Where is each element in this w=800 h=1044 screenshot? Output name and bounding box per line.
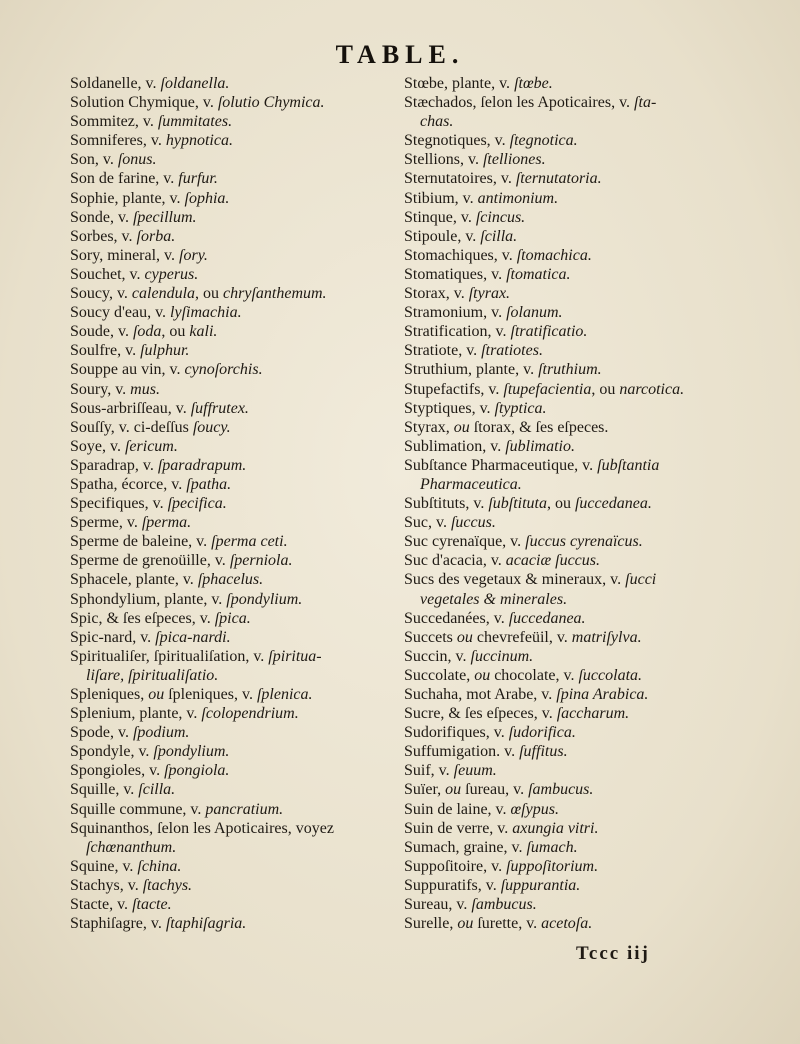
index-entry xyxy=(70,322,400,341)
index-entry xyxy=(70,246,400,265)
entry-text: Succedanées, v. xyxy=(404,609,509,627)
entry-text: Surelle, xyxy=(404,915,458,933)
entry-reference: ſuccus cyrenaïcus. xyxy=(525,533,643,551)
index-entry xyxy=(70,914,400,933)
entry-text: Sperme, v. xyxy=(70,514,142,532)
entry-reference: ſuppoſitorium. xyxy=(506,857,599,875)
index-entry xyxy=(404,780,774,799)
entry-text: Stomatiques, v. xyxy=(404,265,507,283)
entry-text: Soude, v. xyxy=(70,323,133,341)
entry-text: Suchaha, mot Arabe, v. xyxy=(404,686,557,703)
entry-reference: ſorba. xyxy=(136,227,176,245)
index-entry xyxy=(404,609,774,628)
index-entry xyxy=(404,570,774,608)
entry-reference: narcotica. xyxy=(619,380,685,398)
entry-reference: ſperniola. xyxy=(229,552,293,570)
entry-text: Subſtance Pharmaceutique, v. xyxy=(404,456,598,474)
index-entry xyxy=(404,399,774,418)
entry-text: Succin, v. xyxy=(404,647,471,665)
entry-reference: ſtacte. xyxy=(132,896,172,914)
index-entry xyxy=(70,590,400,609)
entry-text: Sucs des vegetaux & mineraux, v. xyxy=(404,571,626,589)
entry-reference: axungia vitri. xyxy=(512,819,599,837)
entry-reference: acetoſa. xyxy=(541,915,593,933)
entry-reference: kali. xyxy=(189,323,218,341)
entry-reference: ſta- xyxy=(634,94,657,112)
index-entry xyxy=(404,551,774,570)
index-entry xyxy=(404,341,774,360)
index-entry xyxy=(70,341,400,360)
entry-reference: ſaccharum. xyxy=(556,705,630,723)
entry-text: ſureau, v. xyxy=(461,781,529,799)
index-entry xyxy=(70,704,400,723)
entry-text: Spic-nard, v. xyxy=(70,628,156,646)
entry-reference: ſcilla. xyxy=(138,781,176,799)
entry-text: Stellions, v. xyxy=(404,151,483,169)
entry-text: Staphiſagre, v. xyxy=(70,915,166,933)
entry-text: Soye, v. xyxy=(70,437,125,455)
index-entry xyxy=(70,532,400,551)
entry-reference: ſambucus. xyxy=(528,781,594,799)
entry-reference: ſtupefacientia xyxy=(503,380,592,398)
entry-text: Spatha, écorce, v. xyxy=(70,475,187,493)
entry-text: Sorbes, v. xyxy=(70,227,137,245)
entry-continuation: Pharmaceutica. xyxy=(420,475,522,493)
index-entry xyxy=(404,532,774,551)
index-entry xyxy=(70,284,400,303)
entry-text: Squinanthos, ſelon les Apoticaires, voyez xyxy=(70,819,334,837)
entry-reference: ſuccedanea. xyxy=(508,609,586,627)
entry-reference: ſtomatica. xyxy=(506,265,571,283)
entry-text: Stupefactifs, v. xyxy=(404,380,504,398)
entry-text: Sparadrap, v. xyxy=(70,456,158,474)
index-entry xyxy=(70,761,400,780)
entry-text: Stibium, v. xyxy=(404,189,478,207)
entry-text: ſtorax, & ſes eſpeces. xyxy=(469,418,609,436)
entry-text: Suc, v. xyxy=(404,514,451,532)
entry-text: , ou xyxy=(591,380,620,398)
index-entry xyxy=(70,494,400,513)
entry-text: chevrefeüil, v. xyxy=(472,628,572,646)
index-entry xyxy=(70,742,400,761)
entry-reference: ſpina Arabica. xyxy=(556,686,649,703)
index-entry xyxy=(404,380,774,399)
entry-reference: ſtyptica. xyxy=(494,399,547,417)
index-entry xyxy=(404,418,774,437)
index-entry xyxy=(70,513,400,532)
entry-text: chocolate, v. xyxy=(490,666,579,684)
entry-reference: ou xyxy=(445,781,462,799)
index-entry xyxy=(70,456,400,475)
index-entry xyxy=(404,800,774,819)
entry-continuation: ſchœnanthum. xyxy=(86,838,177,856)
entry-text: Souſſy, v. ci-deſſus xyxy=(70,418,193,436)
entry-text: Succolate, xyxy=(404,666,475,684)
entry-reference: ſpondylium. xyxy=(153,743,230,761)
entry-text: Styptiques, v. xyxy=(404,399,495,417)
index-entry xyxy=(70,380,400,399)
index-entry xyxy=(70,819,400,857)
entry-reference: furfur. xyxy=(178,170,218,188)
index-entry xyxy=(70,399,400,418)
index-entry xyxy=(404,93,774,131)
entry-reference: ſcincus. xyxy=(475,208,526,226)
entry-reference: ſpatha. xyxy=(186,475,232,493)
index-entry xyxy=(404,437,774,456)
entry-text: Spondyle, v. xyxy=(70,743,154,761)
index-entry xyxy=(70,131,400,150)
entry-reference: ſtelliones. xyxy=(482,151,546,169)
entry-text: Spongioles, v. xyxy=(70,762,165,780)
entry-text: Stœbe, plante, v. xyxy=(404,75,515,92)
entry-text: Sperme de grenoüille, v. xyxy=(70,552,230,570)
index-entry xyxy=(404,494,774,513)
entry-reference: ſpiritua- xyxy=(268,647,322,665)
index-entry xyxy=(404,284,774,303)
index-entry xyxy=(70,876,400,895)
entry-reference: ou xyxy=(474,666,491,684)
entry-reference: ſeuum. xyxy=(453,762,497,780)
entry-text: Solution Chymique, v. xyxy=(70,94,218,112)
entry-reference: ſummitates. xyxy=(157,113,233,131)
entry-text: Suppoſitoire, v. xyxy=(404,857,507,875)
entry-reference: ſubſtituta xyxy=(488,495,547,513)
index-entry xyxy=(404,742,774,761)
index-entry xyxy=(70,265,400,284)
index-entry xyxy=(70,857,400,876)
entry-reference: ſternutatoria. xyxy=(515,170,602,188)
entry-reference: ſuffitus. xyxy=(519,743,568,761)
entry-text: Stratification, v. xyxy=(404,323,511,341)
entry-text: Squine, v. xyxy=(70,857,138,875)
index-entry xyxy=(404,189,774,208)
entry-text: Sucre, & ſes eſpeces, v. xyxy=(404,705,557,723)
entry-text: Sperme de baleine, v. xyxy=(70,533,212,551)
index-entry xyxy=(404,876,774,895)
entry-reference: ſolutio Chymica. xyxy=(217,94,325,112)
entry-reference: ſophia. xyxy=(184,189,230,207)
entry-text: Splenium, plante, v. xyxy=(70,705,202,723)
entry-reference: ſumach. xyxy=(526,838,578,856)
entry-reference: ſchina. xyxy=(137,857,182,875)
index-entry xyxy=(404,227,774,246)
index-entry xyxy=(404,819,774,838)
entry-reference: ſtachys. xyxy=(142,876,193,894)
entry-text: Spiritualiſer, ſpiritualiſation, v. xyxy=(70,647,269,665)
entry-text: Stratiote, v. xyxy=(404,342,482,360)
entry-text: Subſtituts, v. xyxy=(404,495,489,513)
entry-text: Suïer, xyxy=(404,781,446,799)
entry-text: ſpleniques, v. xyxy=(164,686,257,703)
entry-text: , ou xyxy=(546,495,575,513)
index-entry xyxy=(70,74,400,93)
entry-text: Stegnotiques, v. xyxy=(404,132,510,150)
index-entry xyxy=(70,609,400,628)
entry-reference: ſplenica. xyxy=(256,686,313,703)
entry-text: Suc cyrenaïque, v. xyxy=(404,533,526,551)
entry-reference: œſypus. xyxy=(510,800,559,818)
entry-reference: ſpecifica. xyxy=(167,495,227,513)
entry-reference: ſuccinum. xyxy=(470,647,534,665)
index-entry xyxy=(70,150,400,169)
entry-reference: ſtratiotes. xyxy=(481,342,543,360)
index-entry xyxy=(70,780,400,799)
entry-text: Stomachiques, v. xyxy=(404,246,517,264)
index-entry xyxy=(404,74,774,93)
entry-reference: ſperma ceti. xyxy=(211,533,288,551)
entry-text: Specifiques, v. xyxy=(70,495,168,513)
index-entry xyxy=(404,513,774,532)
index-entry xyxy=(70,895,400,914)
entry-text: Sudorifiques, v. xyxy=(404,724,509,742)
entry-text: Stachys, v. xyxy=(70,876,143,894)
entry-text: Sonde, v. xyxy=(70,208,133,226)
entry-text: Sophie, plante, v. xyxy=(70,189,185,207)
entry-text: Suppuratifs, v. xyxy=(404,876,501,894)
entry-text: ſurette, v. xyxy=(473,915,542,933)
entry-reference: ou xyxy=(457,915,474,933)
index-entry xyxy=(70,551,400,570)
entry-text: Souchet, v. xyxy=(70,265,145,283)
entry-reference: ſpondylium. xyxy=(226,590,303,608)
entry-text: Soucy, v. xyxy=(70,285,132,303)
entry-text: Soldanelle, v. xyxy=(70,75,161,92)
index-entry xyxy=(404,895,774,914)
entry-reference: ſtœbe. xyxy=(514,75,553,92)
index-entry xyxy=(404,208,774,227)
entry-continuation: liſare, ſpiritualiſatio. xyxy=(86,666,219,684)
index-entry xyxy=(404,647,774,666)
index-entry xyxy=(404,150,774,169)
entry-reference: ſericum. xyxy=(124,437,178,455)
entry-reference: acaciæ ſuccus. xyxy=(505,552,600,570)
entry-reference: ſcilla. xyxy=(480,227,518,245)
entry-reference: chryſanthemum. xyxy=(223,285,327,303)
entry-reference: hypnotica. xyxy=(165,132,233,150)
index-entry xyxy=(404,628,774,647)
entry-reference: calendula xyxy=(131,285,196,303)
entry-reference: ſuffrutex. xyxy=(190,399,249,417)
index-entry xyxy=(404,685,774,704)
entry-reference: ſolanum. xyxy=(506,304,563,322)
entry-text: Son, v. xyxy=(70,151,118,169)
entry-text: Suin de verre, v. xyxy=(404,819,513,837)
entry-reference: ſpecillum. xyxy=(132,208,197,226)
entry-text: Soulfre, v. xyxy=(70,342,141,360)
index-entry xyxy=(404,914,774,933)
entry-reference: ſtomachica. xyxy=(516,246,592,264)
index-entry xyxy=(70,208,400,227)
entry-text: Somniferes, v. xyxy=(70,132,166,150)
entry-reference: ſtaphiſagria. xyxy=(165,915,247,933)
entry-text: Stacte, v. xyxy=(70,896,133,914)
entry-reference: ſtyrax. xyxy=(468,285,511,303)
entry-text: Stramonium, v. xyxy=(404,304,507,322)
entry-text: , ou xyxy=(161,323,190,341)
index-entry xyxy=(70,227,400,246)
entry-text: Squille, v. xyxy=(70,781,139,799)
entry-reference: ſpica-nardi. xyxy=(155,628,231,646)
entry-text: Sternutatoires, v. xyxy=(404,170,516,188)
entry-reference: ou xyxy=(453,418,470,436)
entry-reference: ſoldanella. xyxy=(160,75,230,92)
index-entry xyxy=(70,723,400,742)
entry-text: Styrax, xyxy=(404,418,454,436)
index-entry xyxy=(404,838,774,857)
entry-reference: lyſimachia. xyxy=(170,304,242,322)
index-entry xyxy=(70,685,400,704)
entry-reference: ſudorifica. xyxy=(508,724,576,742)
right-column xyxy=(404,74,774,933)
entry-text: Spleniques, xyxy=(70,686,149,703)
entry-text: Sureau, v. xyxy=(404,896,472,914)
index-entry xyxy=(70,93,400,112)
entry-reference: ſpongiola. xyxy=(164,762,230,780)
entry-reference: cynoſorchis. xyxy=(184,361,263,379)
entry-text: Sous-arbriſſeau, v. xyxy=(70,399,191,417)
entry-text: Spic, & ſes eſpeces, v. xyxy=(70,609,215,627)
index-entry xyxy=(70,360,400,379)
index-entry xyxy=(404,857,774,876)
entry-reference: ſpodium. xyxy=(132,724,190,742)
entry-continuation: vegetales & minerales. xyxy=(420,590,568,608)
index-entry xyxy=(404,265,774,284)
index-entry xyxy=(70,800,400,819)
entry-reference: ſonus. xyxy=(117,151,157,169)
entry-continuation: chas. xyxy=(420,113,454,131)
entry-reference: ſublimatio. xyxy=(505,437,575,455)
entry-reference: ſperma. xyxy=(141,514,192,532)
index-entry xyxy=(404,303,774,322)
entry-text: Sommitez, v. xyxy=(70,113,158,131)
entry-reference: antimonium. xyxy=(477,189,559,207)
index-entry xyxy=(404,322,774,341)
entry-text: Stinque, v. xyxy=(404,208,476,226)
entry-text: Soucy d'eau, v. xyxy=(70,304,171,322)
entry-reference: ſparadrapum. xyxy=(157,456,247,474)
entry-text: Souppe au vin, v. xyxy=(70,361,185,379)
entry-reference: ou xyxy=(456,628,473,646)
index-entry xyxy=(70,570,400,589)
entry-reference: ſambucus. xyxy=(471,896,537,914)
entry-text: Squille commune, v. xyxy=(70,800,206,818)
entry-text: Sphondylium, plante, v. xyxy=(70,590,227,608)
entry-text: Suc d'acacia, v. xyxy=(404,552,506,570)
entry-reference: cyperus. xyxy=(144,265,199,283)
entry-text: , ou xyxy=(195,285,224,303)
index-entry xyxy=(404,169,774,188)
index-entry xyxy=(70,112,400,131)
entry-text: Stæchados, ſelon les Apoticaires, v. xyxy=(404,94,635,112)
index-entry xyxy=(404,246,774,265)
entry-reference: ſtratificatio. xyxy=(510,323,588,341)
entry-reference: ſpica. xyxy=(214,609,251,627)
index-entry xyxy=(70,418,400,437)
entry-reference: ſoda xyxy=(132,323,162,341)
index-entry xyxy=(404,704,774,723)
entry-reference: pancratium. xyxy=(205,800,284,818)
entry-reference: ſory. xyxy=(179,246,208,264)
index-entry xyxy=(404,723,774,742)
entry-reference: mus. xyxy=(130,380,160,398)
entry-text: Suin de laine, v. xyxy=(404,800,511,818)
entry-reference: ſucci xyxy=(625,571,657,589)
left-column xyxy=(70,74,400,933)
index-entry xyxy=(70,437,400,456)
entry-text: Sory, mineral, v. xyxy=(70,246,180,264)
index-entry xyxy=(404,131,774,150)
entry-reference: ſtegnotica. xyxy=(509,132,578,150)
index-entry xyxy=(70,647,400,685)
entry-reference: ſoucy. xyxy=(192,418,231,436)
entry-text: Suif, v. xyxy=(404,762,454,780)
entry-reference: ſuppurantia. xyxy=(500,876,581,894)
index-entry xyxy=(404,761,774,780)
index-entry xyxy=(70,475,400,494)
index-entry xyxy=(404,360,774,379)
entry-text: Son de farine, v. xyxy=(70,170,179,188)
index-entry xyxy=(404,456,774,494)
entry-reference: ſtruthium. xyxy=(538,361,602,379)
entry-reference: ſcolopendrium. xyxy=(201,705,299,723)
page-title: TABLE. xyxy=(335,40,465,69)
entry-text: Sphacele, plante, v. xyxy=(70,571,198,589)
index-entry xyxy=(70,169,400,188)
entry-reference: ſubſtantia xyxy=(597,456,660,474)
index-entry xyxy=(70,303,400,322)
entry-text: Suffumigation. v. xyxy=(404,743,520,761)
entry-reference: ou xyxy=(148,686,165,703)
entry-text: Sumach, graine, v. xyxy=(404,838,527,856)
entry-text: Stipoule, v. xyxy=(404,227,481,245)
index-entry xyxy=(70,189,400,208)
entry-reference: ſuccus. xyxy=(450,514,496,532)
entry-text: Spode, v. xyxy=(70,724,133,742)
entry-text: Struthium, plante, v. xyxy=(404,361,539,379)
entry-reference: matriſylva. xyxy=(571,628,642,646)
entry-reference: ſuccedanea. xyxy=(574,495,652,513)
entry-reference: ſulphur. xyxy=(140,342,190,360)
entry-reference: ſuccolata. xyxy=(578,666,643,684)
entry-text: Soury, v. xyxy=(70,380,131,398)
entry-text: Storax, v. xyxy=(404,285,469,303)
index-entry xyxy=(404,666,774,685)
entry-reference: ſphacelus. xyxy=(197,571,264,589)
signature-mark: Tccc iij xyxy=(576,943,650,964)
entry-text: Succets xyxy=(404,628,457,646)
index-entry xyxy=(70,628,400,647)
entry-text: Sublimation, v. xyxy=(404,437,506,455)
